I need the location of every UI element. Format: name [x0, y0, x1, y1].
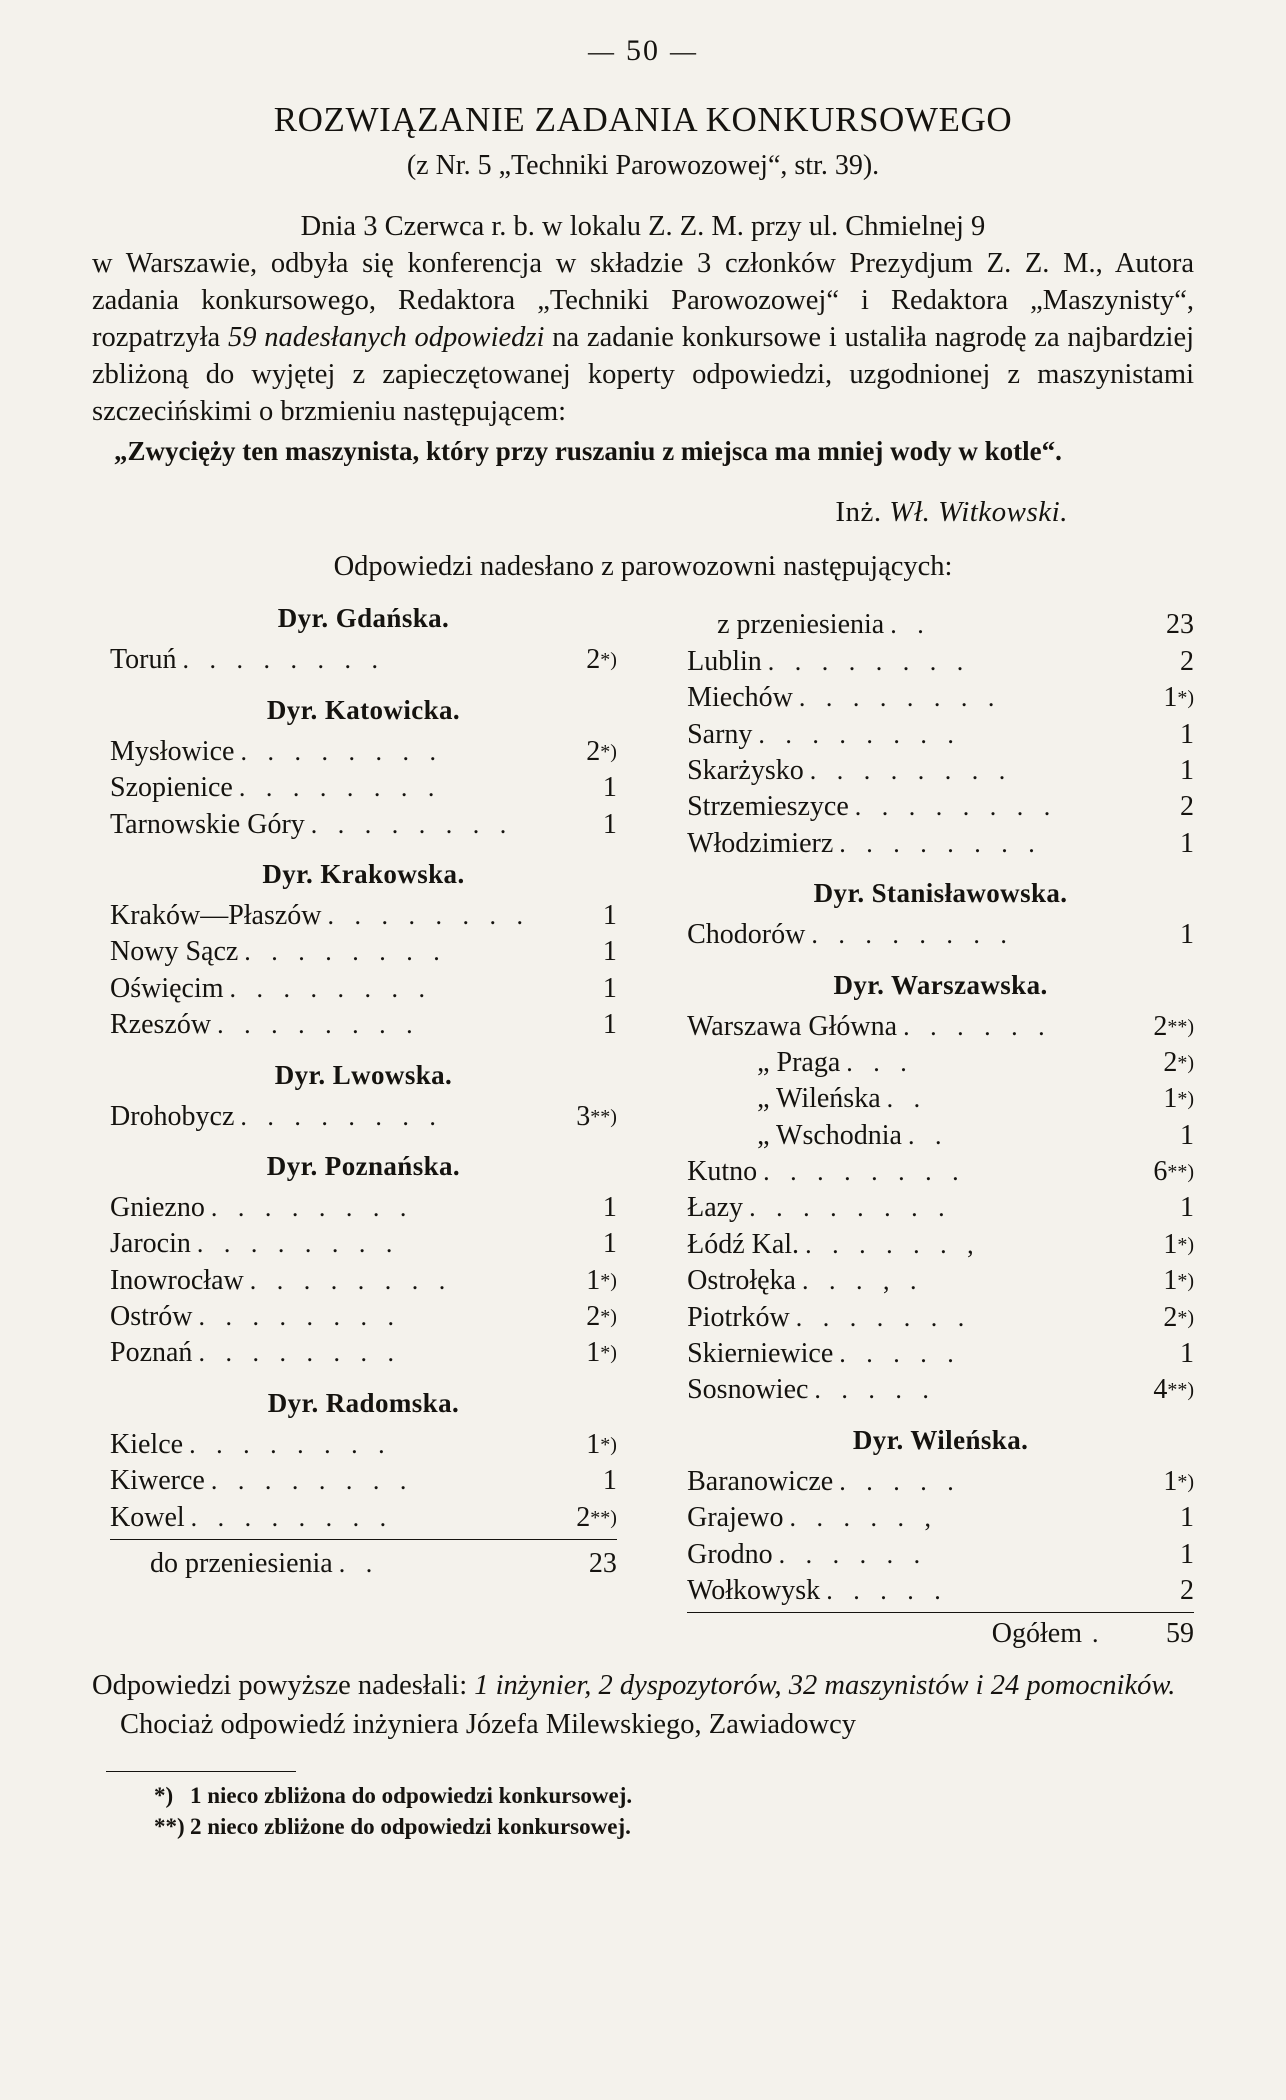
depot-count: 1	[1180, 754, 1194, 786]
depot-name: Kraków—Płaszów	[110, 899, 322, 931]
depot-count: 2**)	[1153, 1010, 1194, 1042]
depot-count: 3**)	[576, 1100, 617, 1132]
list-item	[687, 680, 1194, 716]
depot-count: 2*)	[586, 1301, 617, 1333]
dot-leader: . . . . . . . .	[198, 1338, 401, 1368]
grand-total-value: 59	[1166, 1618, 1194, 1650]
depot-count: 2*)	[1163, 1046, 1194, 1078]
depot-name: Tarnowskie Góry	[110, 808, 305, 840]
list-item	[687, 1009, 1194, 1045]
group-header: Dyr. Krakowska.	[262, 858, 465, 889]
list-lead-in: Odpowiedzi nadesłano z parowozowni następujących:	[333, 551, 953, 583]
group-header: Dyr. Poznańska.	[266, 1150, 461, 1181]
list-item	[687, 1190, 1194, 1226]
depot-count: 1*)	[1163, 682, 1194, 714]
grand-total-row	[687, 1616, 1194, 1652]
depot-count: 1	[1180, 718, 1194, 750]
depot-count: 1	[1180, 1119, 1194, 1151]
depot-name: Włodzimierz	[687, 827, 834, 859]
group-gdanska	[110, 603, 617, 678]
footnote-ref: *)	[1177, 1233, 1194, 1256]
page-number-dash-left: —	[588, 37, 616, 66]
footnote-ref: *)	[1177, 1051, 1194, 1074]
list-item	[110, 1007, 617, 1043]
depot-name: Rzeszów	[110, 1009, 212, 1041]
depot-count: 1	[1180, 1192, 1194, 1224]
list-item	[110, 898, 617, 934]
dot-leader: . . . . . . . .	[327, 900, 531, 930]
page-subtitle: (z Nr. 5 „Techniki Parowozowej“, str. 39).	[406, 150, 880, 181]
footnote-one	[154, 1780, 1194, 1811]
group-katowicka	[110, 695, 617, 843]
depot-name: Ostrów	[110, 1301, 193, 1333]
list-item	[110, 971, 617, 1007]
depot-name: Jarocin	[110, 1228, 191, 1260]
dot-leader: . . . . . . . .	[182, 645, 385, 675]
list-item	[687, 1045, 1194, 1081]
depot-name: Grajewo	[687, 1502, 784, 1534]
dot-leader: . . . . . . . .	[240, 1101, 443, 1131]
dot-leader: . . . . . . ,	[805, 1229, 981, 1259]
signature	[92, 496, 1068, 529]
footnote-ref: *)	[1177, 1088, 1194, 1111]
group-header: Dyr. Warszawska.	[833, 969, 1048, 1000]
footnote-ref: **)	[590, 1105, 617, 1128]
dot-leader: . . . . . . .	[795, 1302, 972, 1332]
list-item	[687, 917, 1194, 953]
list-item	[687, 1300, 1194, 1336]
dot-leader: .	[1092, 1619, 1106, 1649]
list-item	[687, 753, 1194, 789]
depot-count: 1*)	[586, 1264, 617, 1296]
depot-count: 1*)	[1163, 1228, 1194, 1260]
dot-leader: . . . . . ,	[789, 1503, 938, 1533]
depot-name: Wołkowysk	[687, 1574, 821, 1606]
depot-count: 1	[602, 972, 617, 1004]
list-item	[110, 734, 617, 770]
list-item	[687, 1336, 1194, 1372]
group-krakowska	[110, 859, 617, 1044]
depot-count: 1	[1180, 1338, 1194, 1370]
footnote-one-text: 1 nieco zbliżona do odpowiedzi konkursowej.	[190, 1783, 633, 1809]
closing-text-italic: 1 inżynier, 2 dyspozytorów, 32 maszynistów i 24 pomocników.	[474, 1669, 1176, 1701]
list-item	[110, 1263, 617, 1299]
depot-name: Piotrków	[687, 1301, 790, 1333]
depot-name: Grodno	[687, 1538, 773, 1570]
depot-name: Sosnowiec	[687, 1374, 809, 1406]
depot-count: 1	[1180, 827, 1194, 859]
list-item	[687, 1081, 1194, 1117]
dot-leader: . .	[338, 1549, 380, 1579]
dot-leader: . . . . . . . .	[249, 1265, 453, 1295]
footnote-ref: **)	[590, 1506, 617, 1529]
group-header: Dyr. Radomska.	[267, 1387, 460, 1418]
dot-leader: . . . . . . . .	[240, 736, 443, 766]
depot-name: Chodorów	[687, 919, 806, 951]
depot-count: 2*)	[586, 735, 617, 767]
carry-forward-value: 23	[588, 1548, 617, 1580]
footnote-one-mark: *)	[154, 1783, 174, 1809]
group-wilenska	[687, 1425, 1194, 1610]
depot-name: Gniezno	[110, 1191, 205, 1223]
closing-text-plain: Odpowiedzi powyższe nadesłali:	[92, 1669, 475, 1701]
list-item	[687, 1372, 1194, 1408]
footnote-ref: *)	[1177, 1470, 1194, 1493]
dot-leader: . . . . . . . .	[189, 1429, 392, 1459]
list-item	[687, 1154, 1194, 1190]
group-lubelska-continued	[687, 644, 1194, 862]
list-item	[110, 934, 617, 970]
footnote-two-mark: **)	[154, 1814, 185, 1840]
depot-count: 2	[1180, 791, 1194, 823]
intro-italic-a: 59 nadesłanych odpowiedzi	[227, 322, 545, 354]
group-warszawska	[687, 970, 1194, 1409]
footnote-ref: *)	[600, 1342, 617, 1365]
footnote-ref: *)	[600, 649, 617, 672]
page-number	[92, 34, 1194, 68]
page-number-dash-right: —	[670, 37, 698, 66]
footnote-ref: *)	[600, 1433, 617, 1456]
list-item	[687, 1500, 1194, 1536]
group-radomska	[110, 1388, 617, 1536]
footnote-ref: *)	[600, 1306, 617, 1329]
depot-name: Ostrołęka	[687, 1265, 796, 1297]
group-lwowska	[110, 1060, 617, 1135]
dot-leader: . . . . . . . .	[758, 719, 961, 749]
depot-count: 1	[602, 936, 617, 968]
intro-first-line: Dnia 3 Czerwca r. b. w lokalu Z. Z. M. przy ul. Chmielnej 9	[300, 211, 986, 242]
depot-count: 1	[602, 899, 617, 931]
depot-count: 1*)	[1163, 1265, 1194, 1297]
list-item	[110, 1500, 617, 1536]
depot-name: Lublin	[687, 645, 762, 677]
carry-received-value: 23	[1166, 609, 1194, 641]
depot-count: 1	[602, 772, 617, 804]
list-item	[687, 1227, 1194, 1263]
dot-leader: . .	[890, 610, 931, 640]
depot-name: Łódź Kal.	[687, 1228, 800, 1260]
list-item	[687, 1537, 1194, 1573]
dot-leader: . . . . . . . .	[244, 937, 447, 967]
closing-text-second: Chociaż odpowiedź inżyniera Józefa Milewskiego, Zawiadowcy	[120, 1708, 856, 1740]
list-item	[687, 717, 1194, 753]
carry-forward-label: do przeniesienia	[150, 1548, 333, 1580]
dot-leader: . . . . . . . .	[210, 1466, 414, 1496]
dot-leader: . .	[886, 1084, 928, 1114]
grand-total-label: Ogółem	[991, 1618, 1082, 1650]
footnote-two	[154, 1811, 1194, 1842]
depot-count: 2	[1180, 1574, 1194, 1606]
dot-leader: . . . . . . . .	[210, 1192, 414, 1222]
intro-paragraph	[92, 208, 1194, 430]
depot-count: 1	[602, 1191, 617, 1223]
intro-text-b: na zadanie konkursowe i ustaliła nagrodę za najbardziej zbliżoną do wyjętej z zapieczętowanej koperty odpowiedzi, uzgodnionej z maszynistami szczecińskimi o brzmieniu następującem:	[92, 322, 1195, 428]
column-right	[677, 601, 1194, 1652]
footnote-ref: *)	[1177, 1306, 1194, 1329]
group-header: Dyr. Lwowska.	[274, 1059, 453, 1090]
footnote-ref: **)	[1167, 1379, 1194, 1402]
list-item	[110, 1427, 617, 1463]
depot-count: 2**)	[576, 1501, 617, 1533]
dot-leader: . . . . .	[839, 1339, 961, 1369]
depot-name: Strzemieszyce	[687, 791, 849, 823]
depot-count: 1	[1180, 1538, 1194, 1570]
dot-leader: . . .	[846, 1047, 914, 1077]
depot-name: „ Praga	[757, 1046, 841, 1078]
depot-count: 1	[602, 808, 617, 840]
page-title: ROZWIĄZANIE ZADANIA KONKURSOWEGO	[273, 100, 1013, 139]
depot-count: 1*)	[586, 1428, 617, 1460]
list-item	[687, 1263, 1194, 1299]
depot-count: 1*)	[586, 1337, 617, 1369]
total-rule	[687, 1612, 1194, 1613]
signature-title: Inż.	[835, 496, 882, 529]
closing-paragraph	[92, 1667, 1194, 1743]
dot-leader: . . . . .	[814, 1375, 936, 1405]
carry-received-label: z przeniesienia	[717, 609, 885, 641]
carry-rule	[110, 1539, 617, 1540]
dot-leader: . . . . .	[826, 1575, 948, 1605]
depot-count: 1	[1180, 919, 1194, 951]
depot-name: Warszawa Główna	[687, 1010, 898, 1042]
dot-leader: . . . . . . . .	[217, 1010, 420, 1040]
depot-name: Baranowicze	[687, 1465, 834, 1497]
depot-name: Nowy Sącz	[110, 936, 239, 968]
depot-name: „ Wileńska	[757, 1083, 881, 1115]
depot-name: Kielce	[110, 1428, 184, 1460]
list-item	[687, 644, 1194, 680]
footnote-ref: *)	[600, 1269, 617, 1292]
footnote-ref: **)	[1167, 1015, 1194, 1038]
dot-leader: . . . . . .	[778, 1539, 928, 1569]
carry-forward-row	[110, 1546, 617, 1582]
depot-name: Kiwerce	[110, 1465, 205, 1497]
depot-count: 1*)	[1163, 1465, 1194, 1497]
depot-count: 1*)	[1163, 1083, 1194, 1115]
dot-leader: . . . , .	[801, 1266, 924, 1296]
group-header: Dyr. Katowicka.	[266, 694, 461, 725]
dot-leader: . . . . . . . .	[229, 973, 433, 1003]
group-header: Dyr. Stanisławowska.	[813, 878, 1068, 909]
list-item	[687, 1464, 1194, 1500]
list-item	[110, 807, 617, 843]
dot-leader: . . . . . . . .	[196, 1229, 400, 1259]
list-item	[687, 1573, 1194, 1609]
winning-quote	[92, 434, 1194, 469]
footnotes	[92, 1780, 1194, 1842]
dot-leader: . . . . . . . .	[190, 1502, 394, 1532]
depot-name: Inowrocław	[110, 1264, 244, 1296]
depot-count: 2	[1180, 645, 1194, 677]
dot-leader: . . . . . . . .	[811, 920, 1014, 950]
page-number-value: 50	[626, 34, 660, 67]
depot-name: Oświęcim	[110, 972, 224, 1004]
dot-leader: . . . . . . . .	[798, 683, 1002, 713]
dot-leader: . . . . . . . .	[749, 1193, 952, 1223]
group-stanislawowska	[687, 878, 1194, 953]
list-item	[687, 826, 1194, 862]
depot-name: Skarżysko	[687, 754, 804, 786]
depot-name: Szopienice	[110, 772, 233, 804]
dot-leader: . . . . .	[839, 1466, 961, 1496]
list-item	[110, 642, 617, 678]
list-item	[110, 1190, 617, 1226]
list-item	[687, 789, 1194, 825]
depot-count: 6**)	[1153, 1156, 1194, 1188]
intro-text-a: w Warszawie, odbyła się konferencja w składzie 3 członków Prezydjum Z. Z. M., Autora zadania konkursowego, Redaktora „Techniki Parowozowej“ i Redaktora „Maszynisty“, rozpatrzyła	[92, 248, 1194, 354]
footnote-ref: **)	[1167, 1161, 1194, 1184]
list-item	[110, 770, 617, 806]
depot-count: 1	[602, 1465, 617, 1497]
depot-count: 1	[1180, 1502, 1194, 1534]
depot-columns	[92, 601, 1194, 1652]
dot-leader: . . . . . .	[903, 1011, 1052, 1041]
group-poznanska	[110, 1151, 617, 1372]
depot-name: Poznań	[110, 1337, 193, 1369]
list-item	[110, 1335, 617, 1371]
depot-name: Kutno	[687, 1156, 758, 1188]
list-item	[110, 1299, 617, 1335]
column-left	[92, 601, 617, 1582]
dot-leader: . . . . . . . .	[238, 773, 442, 803]
dot-leader: . . . . . . . .	[763, 1157, 966, 1187]
depot-name: Skierniewice	[687, 1338, 834, 1370]
dot-leader: . . . . . . . .	[310, 809, 514, 839]
depot-name: Sarny	[687, 718, 753, 750]
group-header: Dyr. Gdańska.	[277, 603, 450, 634]
winning-quote-text: „Zwycięży ten maszynista, który przy ruszaniu z miejsca ma mniej wody w kotle“.	[114, 436, 1062, 467]
dot-leader: . . . . . . . .	[767, 646, 971, 676]
depot-count: 4**)	[1153, 1374, 1194, 1406]
dot-leader: . .	[907, 1120, 949, 1150]
footnote-two-text: 2 nieco zbliżone do odpowiedzi konkursowej.	[190, 1814, 631, 1840]
dot-leader: . . . . . . . .	[839, 828, 1042, 858]
footnote-ref: *)	[1177, 1270, 1194, 1293]
footnote-ref: *)	[1177, 687, 1194, 710]
list-item	[110, 1226, 617, 1262]
depot-count: 2*)	[586, 644, 617, 676]
depot-name: Miechów	[687, 682, 793, 714]
dot-leader: . . . . . . . .	[198, 1302, 401, 1332]
signature-name: Wł. Witkowski.	[889, 496, 1068, 529]
footnote-divider	[106, 1771, 296, 1772]
depot-name: „ Wschodnia	[757, 1119, 902, 1151]
list-item	[687, 1118, 1194, 1154]
depot-name: Łazy	[687, 1192, 744, 1224]
depot-name: Mysłowice	[110, 735, 235, 767]
depot-name: Kowel	[110, 1501, 185, 1533]
dot-leader: . . . . . . . .	[809, 755, 1013, 785]
list-item	[110, 1099, 617, 1135]
group-header: Dyr. Wileńska.	[852, 1424, 1029, 1455]
depot-name: Drohobycz	[110, 1100, 235, 1132]
depot-name: Toruń	[110, 644, 177, 676]
footnote-ref: *)	[600, 740, 617, 763]
depot-count: 1	[602, 1228, 617, 1260]
list-item	[110, 1463, 617, 1499]
dot-leader: . . . . . . . .	[854, 792, 1058, 822]
depot-count: 1	[602, 1009, 617, 1041]
depot-count: 2*)	[1163, 1301, 1194, 1333]
carry-received-row	[687, 607, 1194, 643]
